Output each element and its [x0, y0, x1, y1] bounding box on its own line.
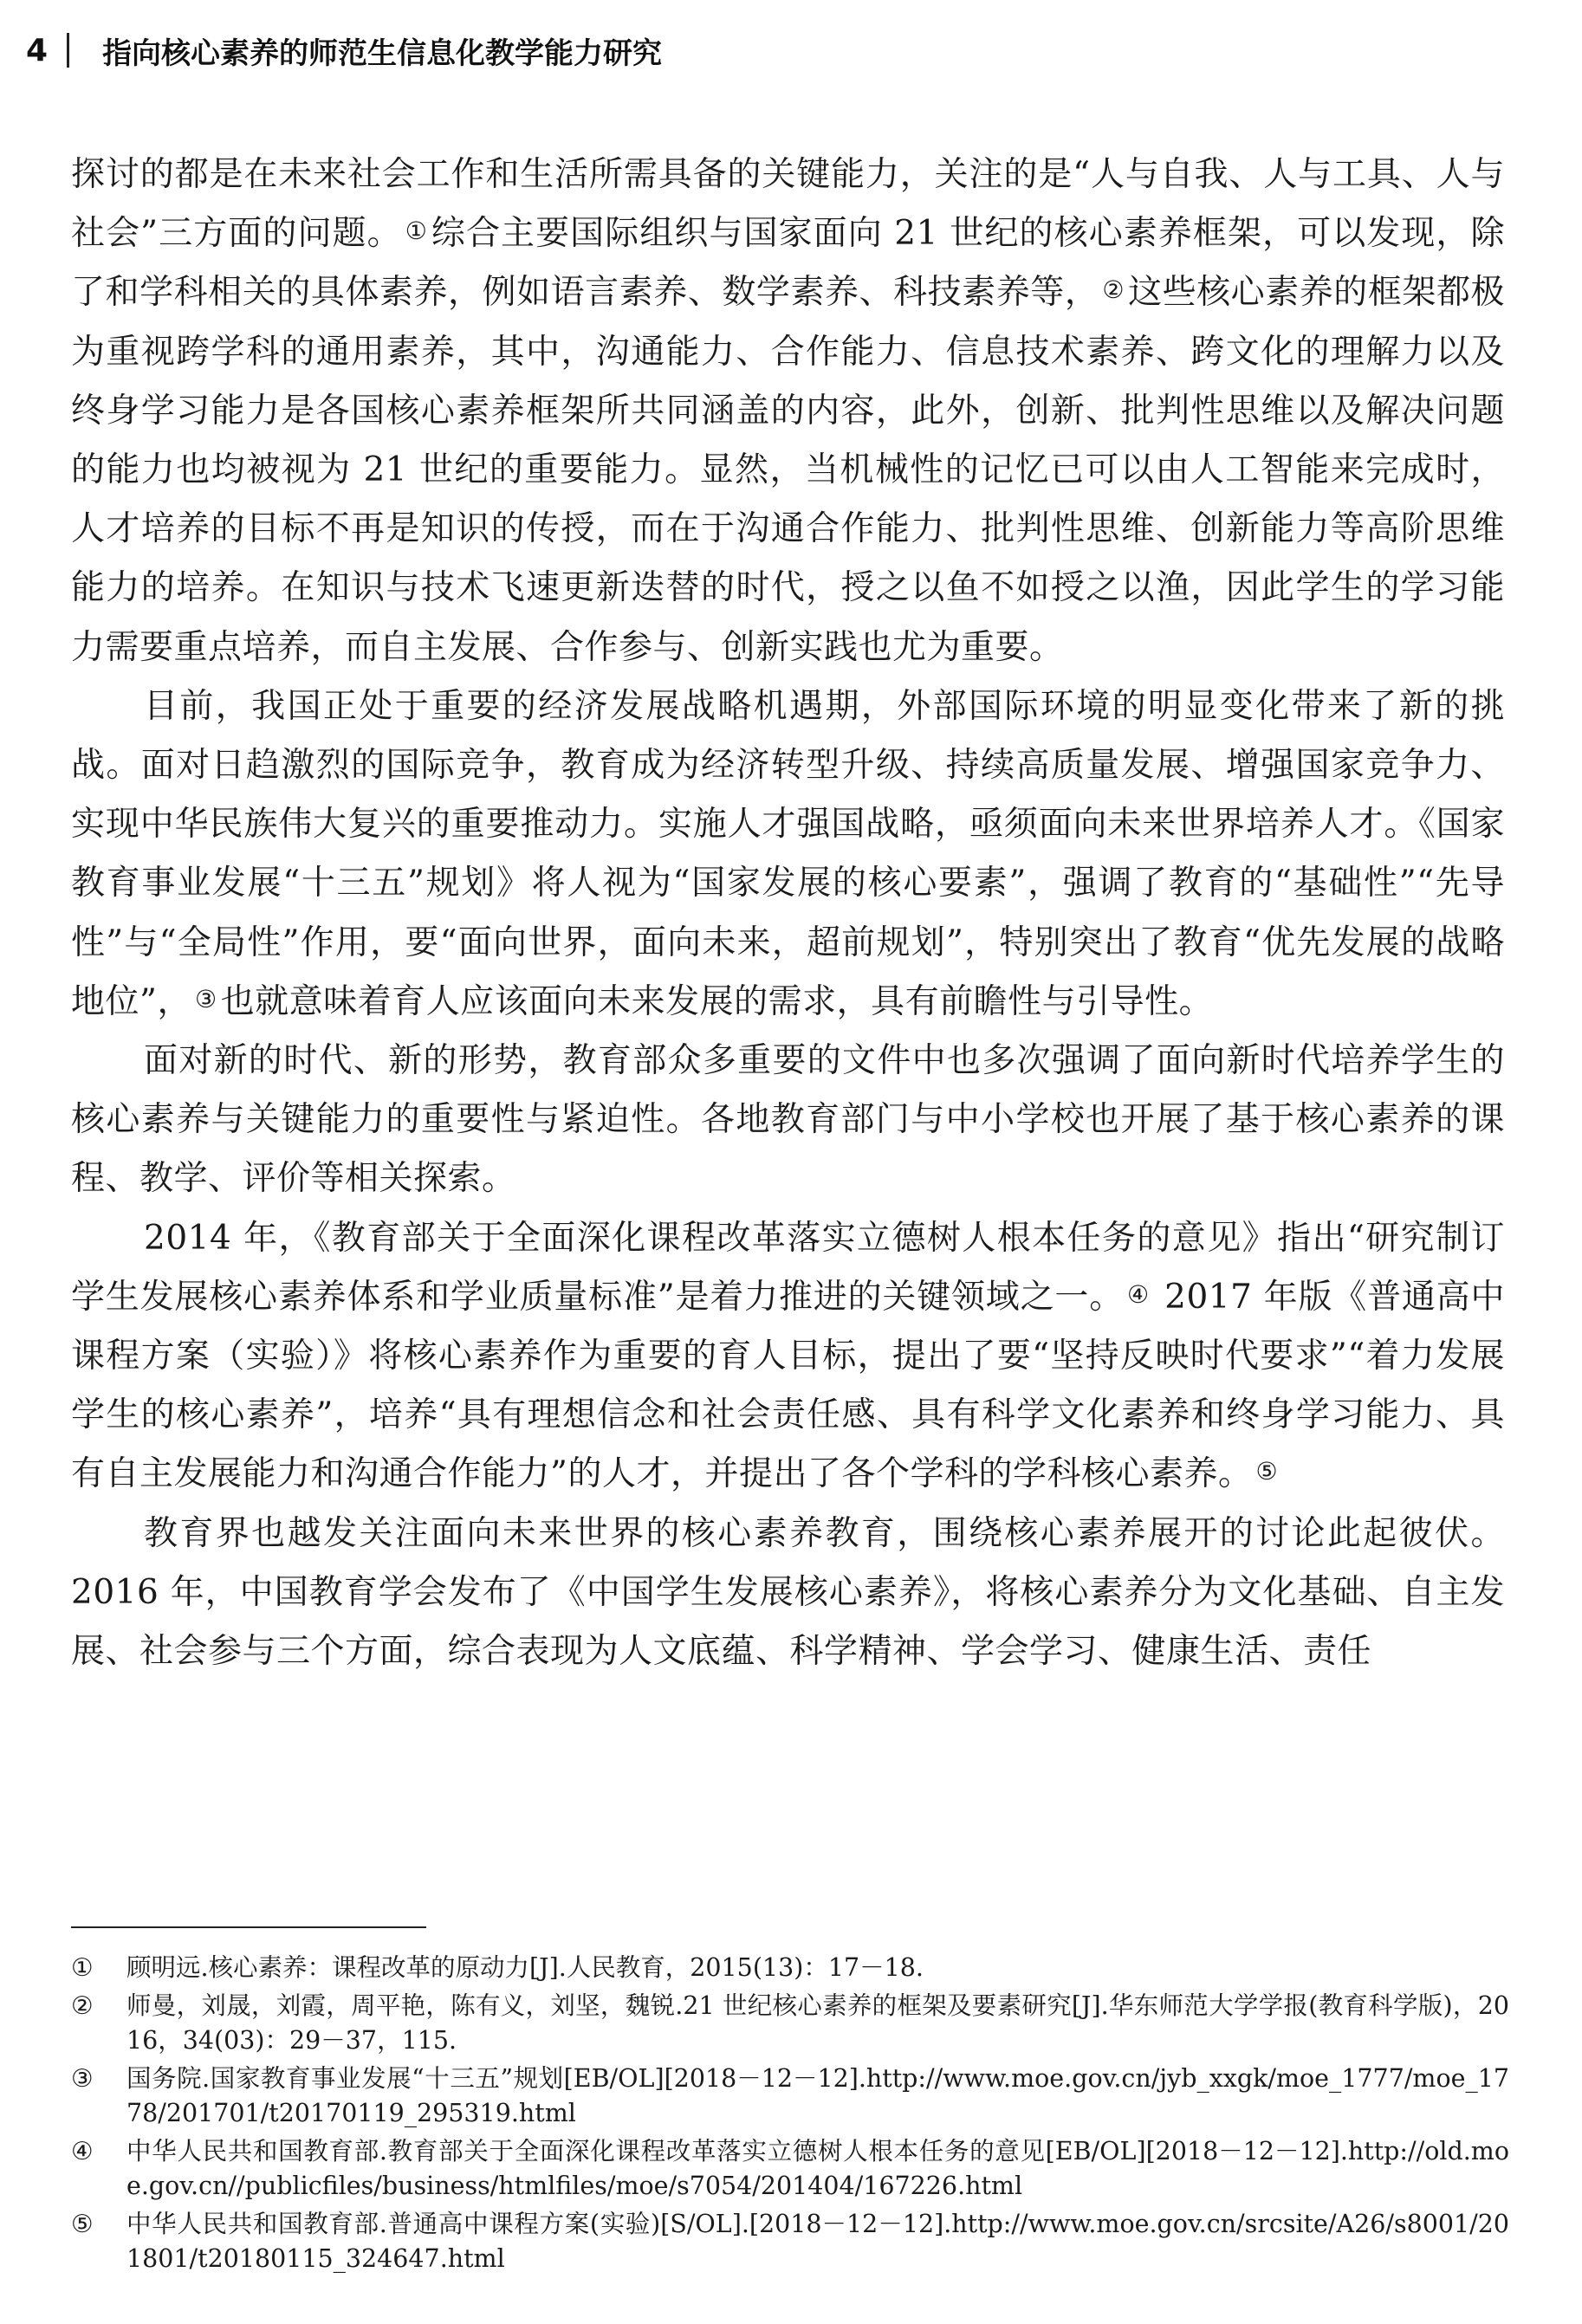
footnote-mark: ③ [71, 2064, 94, 2093]
footnote-divider [71, 1926, 426, 1928]
paragraph-text: 这些核心素养的框架都极为重视跨学科的通用素养，其中，沟通能力、合作能力、信息技术素养、跨文化的理解力以及终身学习能力是各国核心素养框架所共同涵盖的内容，此外，创新、批判性思维以及解决问题的能力也均被视为 21 世纪的重要能力。显然，当机械性的记忆已可以由人工智能来完成时，人才培养的目标不再是知识的传授，而在于沟通合作能力、批判性思维、创新能力等高阶思维能力的培养。在知识与技术飞速更新迭替的时代，授之以鱼不如授之以渔，因此学生的学习能力需要重点培养，而自主发展、合作参与、创新实践也尤为重要。 [71, 273, 1505, 667]
footnotes [71, 1951, 1509, 2280]
paragraph [71, 1505, 1505, 1682]
paragraph [71, 1209, 1505, 1505]
footnote-text: 中华人民共和国教育部.教育部关于全面深化课程改革落实立德树人根本任务的意见[EB/OL][2018－12－12].http://old.moe.gov.cn//publicfiles/business/htmlfiles/moe/s7054/201404/167226.html [126, 2137, 1509, 2200]
paragraph [71, 677, 1505, 1032]
body-text [71, 146, 1505, 1681]
footnote-text: 国务院.国家教育事业发展“十三五”规划[EB/OL][2018－12－12].http://www.moe.gov.cn/jyb_xxgk/moe_1777/moe_1778/201701/t20170119_295319.html [126, 2064, 1509, 2127]
footnote-ref[interactable]: ④ [1127, 1279, 1150, 1309]
page-number: 4 [26, 32, 49, 68]
footnote-ref[interactable]: ② [1102, 275, 1125, 305]
paragraph-text: 2014 年，《教育部关于全面深化课程改革落实立德树人根本任务的意见》指出“研究制订学生发展核心素养体系和学业质量标准”是着力推进的关键领域之一。 [71, 1218, 1505, 1317]
footnote-text: 师曼，刘晟，刘霞，周平艳，陈有义，刘坚，魏锐.21 世纪核心素养的框架及要素研究[J].华东师范大学学报(教育科学版)，2016，34(03)：29－37，115. [126, 1991, 1509, 2055]
footnote-ref[interactable]: ③ [194, 984, 217, 1013]
book-title: 指向核心素养的师范生信息化教学能力研究 [102, 36, 663, 71]
footnote [71, 1989, 1509, 2058]
footnote-mark: ② [71, 1991, 94, 2020]
footnote-mark: ④ [71, 2137, 94, 2165]
footnote-text: 顾明远.核心素养：课程改革的原动力[J].人民教育，2015(13)：17－18. [126, 1953, 924, 1982]
footnote [71, 1951, 1509, 1985]
paragraph [71, 146, 1505, 677]
footnote-mark: ⑤ [71, 2210, 94, 2238]
running-head [26, 24, 662, 76]
header-divider [67, 33, 69, 68]
footnote-mark: ① [71, 1953, 94, 1982]
footnote-ref[interactable]: ① [405, 217, 428, 246]
paragraph-text: 也就意味着育人应该面向未来发展的需求，具有前瞻性与引导性。 [220, 981, 1214, 1021]
footnote [71, 2062, 1509, 2131]
paragraph-text: 目前，我国正处于重要的经济发展战略机遇期，外部国际环境的明显变化带来了新的挑战。面对日趋激烈的国际竞争，教育成为经济转型升级、持续高质量发展、增强国家竞争力、实现中华民族伟大复兴的重要推动力。实施人才强国战略，亟须面向未来世界培养人才。《国家教育事业发展“十三五”规划》将人视为“国家发展的核心要素”，强调了教育的“基础性”“先导性”与“全局性”作用，要“面向世界，面向未来，超前规划”，特别突出了教育“优先发展的战略地位”， [71, 686, 1505, 1021]
footnote-text: 中华人民共和国教育部.普通高中课程方案(实验)[S/OL].[2018－12－12].http://www.moe.gov.cn/srcsite/A26/s8001/201801/t20180115_324647.html [126, 2210, 1509, 2273]
paragraph-text: 综合主要国际组织与国家面向 21 世纪的核心素养框架，可以发现，除了和学科相关的具体素养，例如语言素养、数学素养、科技素养等， [71, 214, 1506, 313]
paragraph-text: 探讨的都是在未来社会工作和生活所需具备的关键能力，关注的是“人与自我、人与工具、人与社会”三方面的问题。 [71, 155, 1505, 254]
footnote-ref[interactable]: ⑤ [1255, 1457, 1279, 1486]
paragraph [71, 1032, 1505, 1209]
paragraph-text: 2017 年版《普通高中课程方案（实验）》将核心素养作为重要的育人目标，提出了要“坚持反映时代要求”“着力发展学生的核心素养”，培养“具有理想信念和社会责任感、具有科学文化素养和终身学习能力、具有自主发展能力和沟通合作能力”的人才，并提出了各个学科的学科核心素养。 [71, 1277, 1505, 1494]
paragraph-text: 面对新的时代、新的形势，教育部众多重要的文件中也多次强调了面向新时代培养学生的核心素养与关键能力的重要性与紧迫性。各地教育部门与中小学校也开展了基于核心素养的课程、教学、评价等相关探索。 [71, 1041, 1505, 1199]
footnote [71, 2207, 1509, 2276]
footnote [71, 2134, 1509, 2204]
paragraph-text: 教育界也越发关注面向未来世界的核心素养教育，围绕核心素养展开的讨论此起彼伏。2016 年，中国教育学会发布了《中国学生发展核心素养》，将核心素养分为文化基础、自主发展、社会参与三个方面，综合表现为人文底蕴、科学精神、学会学习、健康生活、责任 [71, 1513, 1505, 1672]
